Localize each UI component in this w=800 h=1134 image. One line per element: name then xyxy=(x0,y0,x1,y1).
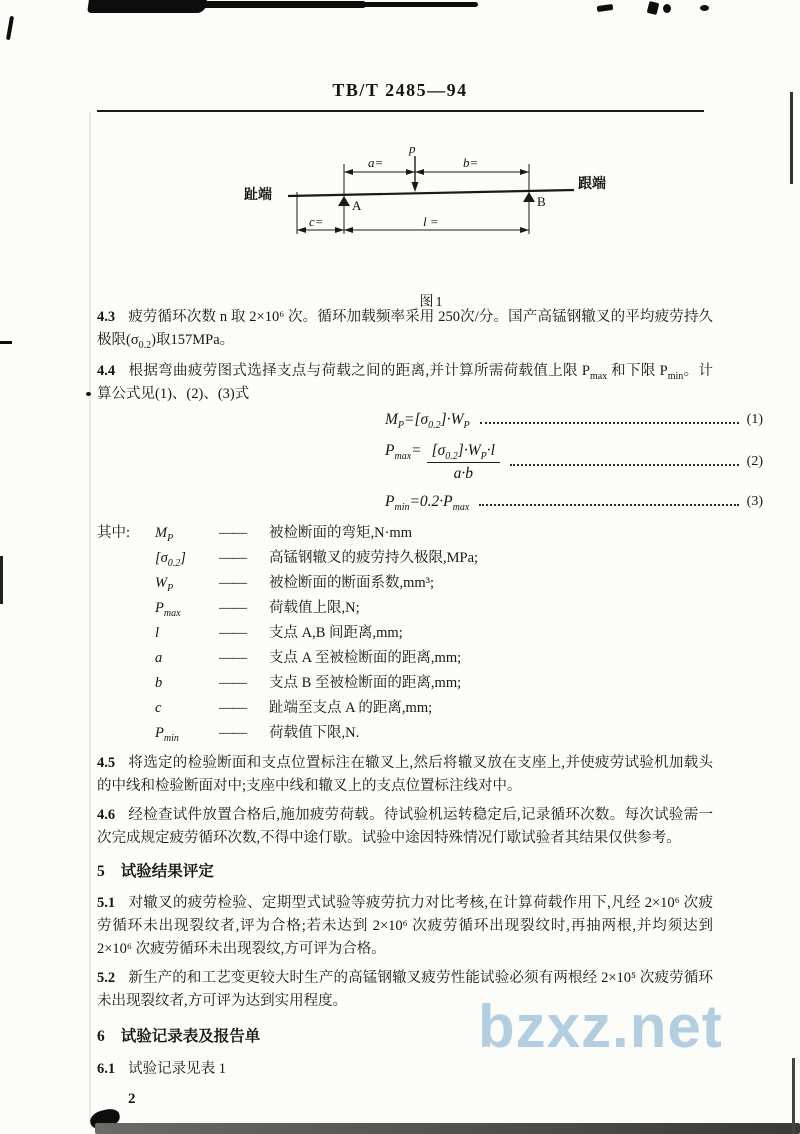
dim-c-label: c= xyxy=(309,214,324,229)
formula-term: =[σ xyxy=(404,411,429,428)
definition-dash: —— xyxy=(219,550,246,566)
formula-3-number: (3) xyxy=(746,494,763,509)
toe-end-label: 趾端 xyxy=(244,188,272,203)
formula-1-number: (1) xyxy=(746,412,763,427)
symbol-base: b xyxy=(155,675,163,691)
definition-row xyxy=(155,621,713,646)
document-body xyxy=(97,306,763,1089)
definition-dash: —— xyxy=(219,525,246,541)
formula-1 xyxy=(385,408,763,431)
definition-dash: —— xyxy=(219,650,246,666)
page-number: 2 xyxy=(128,1091,136,1107)
symbol-subscript: P xyxy=(167,582,174,594)
definition-description: 趾端至支点 A 的距离,mm; xyxy=(269,700,433,716)
symbol xyxy=(155,646,219,671)
definition-description: 支点 B 至被检断面的距离,mm; xyxy=(269,675,462,691)
definition-dash: —— xyxy=(219,575,246,591)
clause-number: 4.5 xyxy=(97,755,116,771)
figure-1-caption: 图1 xyxy=(419,295,445,310)
formula-2-expression xyxy=(385,439,500,484)
clause-number: 4.3 xyxy=(97,309,116,325)
scan-artifact xyxy=(647,1,660,15)
symbol-base: P xyxy=(155,725,164,741)
definition-description: 支点 A 至被检断面的距离,mm; xyxy=(269,650,462,666)
clause-text: 疲劳循环次数 n 取 2×10⁶ 次。循环加载频率采用 250次/分。国产高锰钢辙叉的平均疲劳持久极限(σ xyxy=(97,309,713,348)
definition-row xyxy=(155,546,713,571)
definition-description: 高锰钢辙叉的疲劳持久极限,MPa; xyxy=(269,550,479,566)
definition-description: 被检断面的断面系数,mm³; xyxy=(269,575,435,591)
dim-arrow-icon xyxy=(344,227,353,233)
definitions-intro: 其中: xyxy=(97,525,131,541)
symbol xyxy=(155,571,219,596)
symbol-base: [σ xyxy=(155,550,168,566)
fraction xyxy=(427,441,500,484)
binding-fold-shadow xyxy=(89,112,91,1124)
formula-2-number: (2) xyxy=(746,454,763,469)
sigma-subscript: 0.2 xyxy=(138,339,152,351)
heel-end-label: 跟端 xyxy=(578,177,606,192)
definition-description: 被检断面的弯矩,N·mm xyxy=(269,525,412,541)
dim-arrow-icon xyxy=(344,169,353,175)
para-4-4 xyxy=(97,360,713,406)
dotted-leader xyxy=(510,464,739,466)
symbol xyxy=(155,521,219,546)
definition-row xyxy=(155,696,713,721)
formula-2 xyxy=(385,439,763,484)
dim-arrow-icon xyxy=(406,169,415,175)
dim-b-label: b= xyxy=(463,155,479,170)
load-label: p xyxy=(409,142,416,156)
clause-text: 经检查试件放置合格后,施加疲劳荷载。待试验机运转稳定后,记录循环次数。每次试验需一次完成规定疲劳循环次数,不得中途仃歇。试验中途因特殊情况仃歇试验者其结果仅供参考。 xyxy=(97,807,713,846)
formula-term: ·l xyxy=(486,442,495,459)
p-max-subscript: max xyxy=(589,370,608,382)
section-number: 6 xyxy=(97,1028,105,1045)
definition-dash: —— xyxy=(219,675,246,691)
definition-description: 荷载值下限,N. xyxy=(269,725,360,741)
beam-load-diagram xyxy=(222,142,642,242)
formula-term: P xyxy=(385,493,395,510)
formula-subscript: P xyxy=(397,420,405,432)
scan-artifact xyxy=(597,4,614,12)
scan-artifact xyxy=(87,0,207,13)
definition-row xyxy=(155,671,713,696)
symbol-subscript: 0.2 xyxy=(167,557,181,569)
formula-term: P xyxy=(385,442,395,459)
symbol-subscript: P xyxy=(167,532,174,544)
formula-1-expression xyxy=(385,408,470,431)
clause-number: 5.2 xyxy=(97,970,116,986)
dim-arrow-icon xyxy=(297,227,306,233)
formula-3 xyxy=(385,490,763,513)
load-arrowhead-icon xyxy=(412,182,419,192)
clause-text: )取157MPa。 xyxy=(151,332,235,348)
formula-3-expression xyxy=(385,490,469,513)
dim-arrow-icon xyxy=(520,169,529,175)
scan-artifact xyxy=(6,16,14,40)
formula-term: M xyxy=(385,411,398,428)
support-b-label: B xyxy=(537,194,546,209)
symbol-subscript: max xyxy=(163,607,181,619)
dim-arrow-icon xyxy=(415,169,424,175)
scan-artifact xyxy=(792,1058,795,1134)
para-4-5 xyxy=(97,752,713,798)
figure-1 xyxy=(222,142,642,311)
clause-text: 将选定的检验断面和支点位置标注在辙叉上,然后将辙叉放在支座上,并使疲劳试验机加载头的中线和检验断面对中;支座中线和辙叉上的支点位置标注线对中。 xyxy=(97,755,713,794)
scan-artifact xyxy=(360,2,478,7)
dim-a-label: a= xyxy=(368,155,384,170)
symbol-definitions xyxy=(97,521,713,746)
p-min-subscript: min xyxy=(667,370,684,382)
definition-row xyxy=(155,571,713,596)
formula-subscript: max xyxy=(394,451,412,463)
symbol-base: l xyxy=(155,625,160,641)
definition-row xyxy=(155,596,713,621)
dim-arrow-icon xyxy=(335,227,344,233)
symbol xyxy=(155,696,219,721)
definition-description: 支点 A,B 间距离,mm; xyxy=(269,625,403,641)
symbol xyxy=(155,621,219,646)
symbol-close: ] xyxy=(180,550,186,566)
scan-artifact xyxy=(198,1,366,8)
clause-text: 试验记录见表 1 xyxy=(128,1061,226,1077)
dotted-leader xyxy=(479,504,738,506)
para-5-1 xyxy=(97,892,713,961)
definition-dash: —— xyxy=(219,700,246,716)
definition-row xyxy=(155,521,713,546)
definition-row xyxy=(155,646,713,671)
support-a-icon xyxy=(338,196,350,206)
formula-subscript: max xyxy=(452,502,470,514)
watermark: bzxz.net xyxy=(478,993,723,1060)
symbol-base: W xyxy=(155,575,168,591)
definition-description: 荷载值上限,N; xyxy=(269,600,360,616)
definition-dash: —— xyxy=(219,725,246,741)
dim-l-label: l = xyxy=(423,214,439,229)
symbol xyxy=(155,546,219,571)
formula-subscript: min xyxy=(394,502,410,514)
fraction-numerator xyxy=(427,441,500,463)
definition-dash: —— xyxy=(219,625,246,641)
definition-row xyxy=(155,721,713,746)
symbol-subscript: min xyxy=(163,732,179,744)
scan-artifact xyxy=(0,341,12,344)
clause-text: 根据弯曲疲劳图式选择支点与荷载之间的距离,并计算所需荷载值上限 P xyxy=(128,363,590,379)
beam-line xyxy=(288,190,574,196)
scan-artifact xyxy=(0,556,3,604)
symbol-base: a xyxy=(155,650,163,666)
clause-number: 4.6 xyxy=(97,807,116,823)
symbol-base: P xyxy=(155,600,164,616)
clause-number: 5.1 xyxy=(97,895,116,911)
clause-text: 和下限 P xyxy=(607,363,668,379)
header-rule xyxy=(97,110,704,112)
section-5-heading xyxy=(97,860,713,884)
symbol xyxy=(155,596,219,621)
symbol xyxy=(155,671,219,696)
formula-subscript: 0.2 xyxy=(428,420,441,432)
dotted-leader xyxy=(480,422,739,424)
section-title: 试验记录表及报告单 xyxy=(120,1028,261,1045)
formula-term: = xyxy=(411,442,422,459)
fraction-denominator: a·b xyxy=(453,465,473,482)
support-b-icon xyxy=(523,192,535,202)
formula-term: ]·W xyxy=(440,411,464,428)
symbol-base: c xyxy=(155,700,162,716)
standard-number: TB/T 2485—94 xyxy=(332,80,468,100)
formula-term: ]·W xyxy=(457,442,481,459)
clause-text: 新生产的和工艺变更较大时生产的高锰钢辙叉疲劳性能试验必须有两根经 2×10⁵ 次疲劳循环未出现裂纹者,方可评为达到实用程度。 xyxy=(97,970,713,1009)
clause-number: 4.4 xyxy=(97,363,116,379)
scan-artifact xyxy=(663,4,671,13)
symbol xyxy=(155,721,219,746)
formula-term: [σ xyxy=(431,442,446,459)
section-number: 5 xyxy=(97,863,105,880)
scan-artifact xyxy=(790,92,793,184)
support-a-label: A xyxy=(352,198,362,213)
para-6-1 xyxy=(97,1058,713,1081)
formula-subscript: P xyxy=(463,420,470,432)
clause-number: 6.1 xyxy=(97,1061,116,1077)
scan-artifact xyxy=(700,5,709,11)
symbol-base: M xyxy=(155,525,168,541)
dim-arrow-icon xyxy=(520,227,529,233)
para-4-6 xyxy=(97,804,713,850)
formula-block xyxy=(385,408,763,513)
formula-subscript: 0.2 xyxy=(445,451,458,463)
clause-text: 对辙叉的疲劳检验、定期型式试验等疲劳抗力对比考核,在计算荷载作用下,凡经 2×10⁶ 次疲劳循环未出现裂纹者,评为合格;若未达到 2×10⁶ 次疲劳循环出现裂纹时,再抽两根,并均须达到 2×10⁶ 次疲劳循环未出现裂纹,方可评为合格。 xyxy=(97,895,713,957)
scan-artifact xyxy=(95,1123,800,1134)
section-title: 试验结果评定 xyxy=(120,863,214,880)
formula-term: =0.2·P xyxy=(409,493,453,510)
definition-dash: —— xyxy=(219,600,246,616)
formula-subscript: P xyxy=(480,451,487,463)
clause-text: 。计算公式见(1)、(2)、(3)式 xyxy=(97,363,713,402)
para-4-3 xyxy=(97,306,713,352)
